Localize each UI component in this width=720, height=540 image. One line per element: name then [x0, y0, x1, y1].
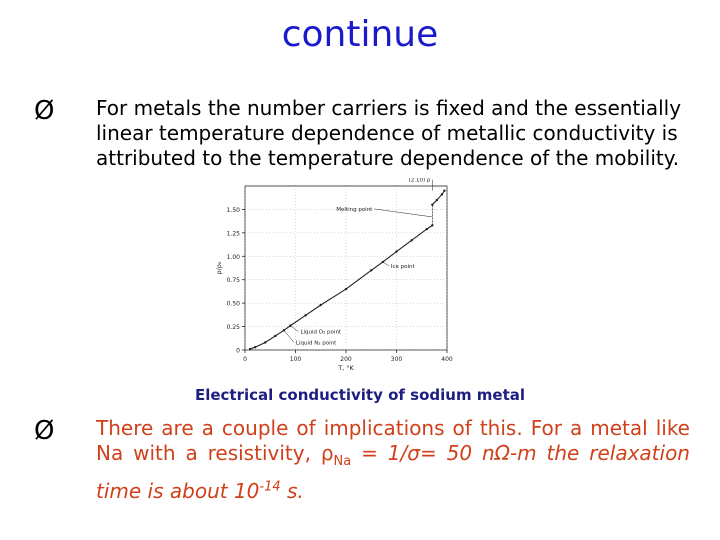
y-tick-label: 0.25	[226, 324, 240, 332]
slide-title: continue	[281, 14, 439, 55]
y-tick-label: 0	[236, 347, 240, 355]
x-tick-label: 100	[289, 356, 302, 363]
data-point	[443, 189, 445, 191]
para2-superscript: -14	[259, 479, 281, 494]
x-tick-label: 200	[340, 356, 352, 363]
paragraph-mobility: For metals the number carriers is fixed and the essentially linear temperature dependence of metallic conductivity is attributed to the temperature dependence of the mobility.	[96, 96, 682, 170]
y-tick-label: 1.25	[226, 230, 240, 238]
annotation-label: (2.10) ρ	[408, 178, 431, 184]
data-point	[264, 341, 266, 343]
y-tick-label: 0.75	[226, 277, 240, 285]
chart-caption: Electrical conductivity of sodium metal	[194, 386, 526, 404]
data-point	[320, 304, 322, 306]
data-point	[254, 346, 256, 348]
x-tick-label: 400	[441, 356, 453, 363]
para2-text-1: There are a couple of implications of this. For a metal like Na with a resistivity, ρ	[96, 416, 690, 465]
x-axis-label: T, °K	[338, 364, 354, 372]
x-tick-label: 300	[390, 356, 403, 363]
annotation-label: Melting point	[336, 206, 373, 213]
series-line-1	[250, 225, 432, 349]
annotation-leader	[284, 330, 294, 342]
data-point	[395, 250, 397, 252]
y-axis-label: ρ/ρ₀	[215, 261, 223, 275]
data-point	[436, 199, 438, 201]
annotation-leader	[374, 209, 432, 217]
y-tick-label: 1.50	[226, 206, 240, 214]
data-point	[274, 335, 276, 337]
data-point	[441, 193, 443, 195]
annotation-label: Ice point	[390, 263, 415, 270]
data-point	[410, 239, 412, 241]
conductivity-chart	[205, 178, 475, 378]
data-point	[304, 314, 306, 316]
y-tick-label: 0.50	[226, 300, 240, 308]
data-point	[249, 348, 251, 350]
bullet-arrow-icon-2: Ø	[34, 416, 55, 446]
para2-text-3: s.	[280, 478, 304, 503]
annotation-label: Liquid O₂ point	[300, 329, 342, 336]
annotation-label: Liquid N₂ point	[295, 340, 337, 347]
para2-text-2: = 1/σ= 50 nΩ-m the relaxation time is about 10	[96, 441, 690, 503]
annotation-leader	[290, 326, 298, 332]
data-point	[345, 288, 347, 290]
paragraph-relaxation	[96, 416, 690, 504]
bullet-arrow-icon: Ø	[34, 96, 55, 126]
data-point	[370, 269, 372, 271]
data-point	[426, 228, 428, 230]
series-line-2	[432, 191, 444, 205]
para2-subscript: Na	[333, 454, 352, 469]
x-tick-label: 0	[243, 356, 247, 363]
annotation-leader	[383, 262, 389, 266]
y-tick-label: 1.00	[226, 253, 240, 261]
